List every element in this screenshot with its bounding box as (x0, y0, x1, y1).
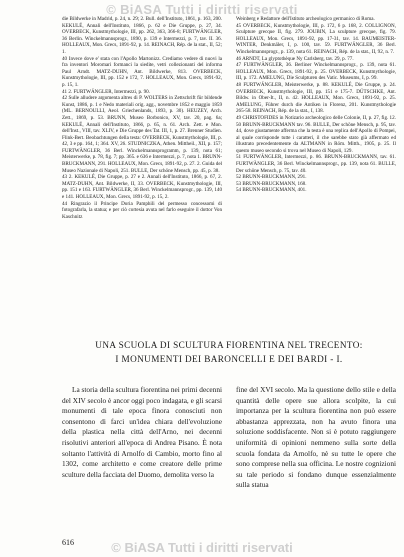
page-number: 616 (62, 538, 74, 547)
footnote: 44 Ringrazio il Principe Doria Pamphili del permesso concessomi di fotografarla, la statua; e per ciò cortesia avuta nel farlo eseguire il dottor Von Kaschnitz (62, 200, 222, 220)
footnote: 51 FURTWÄNGLER, Intermezzi, p. 86. BRUNN-BRUCKMANN, tav. 61. FURTWÄNGLER, 36 Berl. Winckelmannsprogr., pp. 139, nota 61. BULLE, Der schöne Mensch, p. 75, tav. 40. (236, 154, 396, 174)
footnote: 47 FURTWÄNGLER, 36. Berliner Winckelmannsprogr., p. 139, nota 61. HOLLEAUX, Mon. Grecs, 1891-92, p. 25. OVERBECK, Kunstmythologie, III, p. 172. AMELUNG, Die Sculpturen des Vatic. Museums, I, p. 99. (236, 62, 396, 82)
footnote: 40 Invece dove e' stata con l'Apollo Martonizz. Crediamo vedere di nuovi la fra inventori Moromari formanci la siedite, vetri collezionanti del informa Paul Arndt. MATZ-DUHN, Ant. Bildwerke, 813. OVERBECK, Kunstmythologie, III, pp. 152 e 172, 7. HOLLEAUX, Mon. Grecs, 1891-92, p. 15, 1. (62, 55, 222, 88)
footnote: 49 CHRISTOFIDES in Notizario archeologico delle Colonie, II, p. 27, fig. 12. (236, 114, 396, 121)
footnote: 52 BRUNN-BRUCKMANN, 291. (236, 174, 307, 181)
section-title: UNA SCUOLA DI SCULTURA FIORENTINA NEL TRECENTO: (95, 340, 363, 350)
footnote: 48 FURTWÄNGLER, Meisterwerke, p. 88. KEKULÉ, Die Gruppe, p. 24. OVERBECK, Kunstmythologie, III, pp. 151 e 175-7. DÜTSCHKE, Ant. Bildw. in Ober-It., II, n. 42. HOLLEAUX, Mon. Grecs, 1891-92, p. 25. AMELUNG, Führer durch die Antiken in Florenz, 201. Kunstmythologie 265-58. REINACH, Rép. de la stat., I, 138. (236, 81, 396, 115)
body-left-column (62, 385, 222, 480)
footnote: die Bildwerke in Madrid, p. 24, n. 29; 2. Bull. dell'Instituto, 1861, p. 163, 200. KEKULÉ, Annali dell'Instituto, 1866, p. 62 e Die Gruppe, p. 27, 34. OVERBECK, Kunstmythologie, III, pp. 262, 363, 366-8; FURTWÄNGLER, 36 Berlin. Winckelmannsprogr., 1890, p. 139 e Intermezzi, p. 7, tav. II. 36. HOLLEAUX, Mon. Grecs, 1891-92, p. 14. REINACH, Rép. de la stat., II, 52; 1. (62, 16, 222, 55)
watermark-header: © BiASA Tutti i diritti riservati (106, 2, 298, 17)
body-paragraph: fine del XVI secolo. Ma la questione dello stile e della quantità delle opere sue allora scolpite, la cui importanza per la scultura fiorentina non può essere abbastanza apprezzata, non ha avuto finora una soluzione soddisfacente. Non si è potuto raggiungere uniformità di opinioni nemmeno sulla sorte della scuola fondata da Arnolfo, nè su tutte le opere che sono comprese nella sua officina. Le nostre cognizioni su tale periodo si fondano dunque essenzialmente sulla statua (236, 385, 396, 490)
section-subtitle: I MONUMENTI DEI BARONCELLI E DEI BARDI - I. (115, 354, 343, 364)
footnote: 53 BRUNN-BRUCKMANN, 168. (236, 180, 307, 187)
footnotes-left-column (62, 16, 222, 220)
footnote: 54 BRUNN-BRUCKMANN, 401. (236, 187, 307, 194)
footnotes-block (62, 16, 396, 286)
footnote: 42 Sulle alludere argomenta altres di P. WOLTERS in Zettschrift für bildende Kunst, 1886, p. 1 e Nedo materiali orig. agg., novembre 1852 e maggio 1859 (ML. BERNOULLI, Aeol. Griechenlands, 1893, p. 30). HEUZEY, Arch. Zett., 1869, p. 53. BRUNN, Museo Borbonico, XV, tav. 20, pag. 6a; KEKULÉ, Annali dell'Instituto, 1866, p. 65, n. 61. Arch. Zett. e Mon. dell'Inst., VIII, tav. XLIV, e Die Gruppe des Tat. III, 1, p. 27. Brenner Studien. Flink-Bert. Beobachtungen della testa: OVERBECK, Kunstmythologie, III, p. 42, 3 e pp. 164, 1; 364. XV, 26. STUDNICZKA, Athen. Mittheil., XII, p. 157; FURTWÄNGLER, 36 Berl. Winckelmannsprogramm, p. 139, nota 61; Meisterwerke, p. 78, fig. 7; pp. 365. e 636 e Intermezzi, p. 7, nota 1. BRUNN-BRUCKMANN, 291. HOLLEAUX, Mon. Grecs, 1891-92, p. 27. 2. Guida del Museo Nazionale di Napoli, 251. BULLE, Der schöne Mensch, pp. 45, p. 38. (62, 95, 223, 174)
body-right-column (236, 385, 396, 491)
footnote: 50 BRUNN-BRUCKMANN tav. 96. BULLE, Der schöne Mensch, p. 95, tav. 44, dove giustamente afferma che la testa è una replica dell'Apollo di Pompei, al quale corrisponde tutte i caratteri, il che sarebbe stato già affermato ed illustrato precedentemente da ALTMANN in Röm. Mitth., 1905, p. 25. Il questo museo secondo si trova nel Museo di Napoli, 129. (236, 121, 396, 154)
body-paragraph: La storia della scultura fiorentina nei primi decenni del XIV secolo è ancor oggi poco indagata, e gli scarsi monumenti di tale epoca finora conosciuti non consentono di farci un'idea chiara dell'evoluzione della plastica nella città dell'Arno, nei decenni risolutivi anteriori all'epoca di Andrea Pisano. È nota soltanto l'attività di Arnolfo di Cambio, morto fino al 1302, come architetto e come creatore delle prime sculture della facciata del Duomo, demolita verso la (62, 385, 222, 479)
watermark-footer: © BiASA Tutti i diritti riservati (111, 540, 293, 555)
footnote: 46 ARNDT, La glyptothèque Ny Carlsberg, tav. 29, p. 77. (236, 55, 354, 62)
footnote: 45 OVERBECK, Kunstmythologie, III, p. 172, 6 p. 168, 2. COLLIGNON, Sculpture grecque II, fig. 279. JOUBIN, La sculpture grecque, fig. 79. HOLLEAUX, Mon. Grecs, 1891-92, pp. 17-31, tav. 14. BAUMEISTER-WINTER, Denkmäler, I, p. 100, tav. 59. FURTWÄNGLER, 36 Berl. Winckelmannsprogr., p. 139, nota 61. REINACH, Rép. de la stat., II, 92, n. 7. (236, 22, 396, 55)
footnote: 41 2. FURTWÄNGLER, Intermezzi, p. 90. (62, 88, 150, 95)
footnote: Weinberg e Redattore dell'Istituto archeologico germanico di Roma. (236, 16, 375, 22)
footnotes-right-column (236, 16, 396, 194)
footnote: 43 2. KEKULÉ, Die Gruppe, p. 27 e 2. Annali dell'Instituto, 1866, p. 67, 2. MATZ-DUHN, Ant. Bildwerke, II, 33. OVERBECK, Kunstmythologie, III, pp. 151 e 163. FURTWÄNGLER, 36 Berl. Winckelmannsprogr., pp. 139, 140 e 141. HOLLEAUX, Mon. Grecs, 1891-92, p. 15, 2. (62, 174, 222, 201)
